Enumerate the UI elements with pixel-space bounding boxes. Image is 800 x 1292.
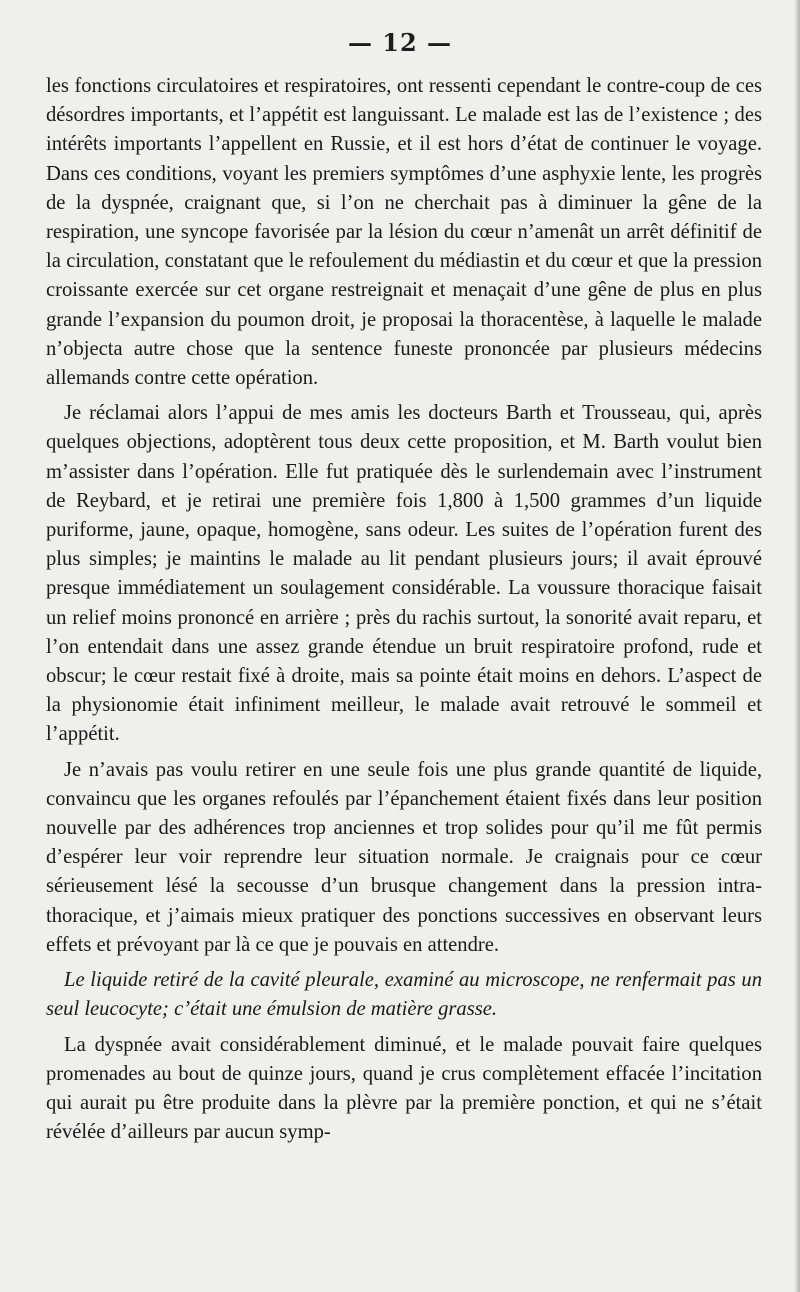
paragraph-5: La dyspnée avait considérablement diminué, et le malade pouvait faire quelques promenades au bout de quinze jours, quand je crus complètement effacée l’incitation qui aurait pu être produite dans la plèvre par la première ponction, et qui ne s’était révélée d’ailleurs par aucun symp-: [46, 1033, 762, 1144]
paragraph-1: les fonctions circulatoires et respiratoires, ont ressenti cependant le contre-coup de ces désordres importants, et l’appétit est languissant. Le malade est las de l’existence ; des intérêts importants l’appellent en Russie, et il est hors d’état de continuer le voyage. Dans ces conditions, voyant les premiers symptômes d’une asphyxie lente, les progrès de la dyspnée, craignant que, si l’on ne cherchait pas à diminuer la gêne de la respiration, une syncope favorisée par la lésion du cœur n’amenât un arrêt définitif de la circulation, constatant que le refoulement du médiastin et du cœur et que la pression croissante exercée sur cet organe restreignait et menaçait d’une gêne de plus en plus grande l’expansion du poumon droit, je proposai la thoracentèse, à laquelle le malade n’objecta autre chose que la sentence funeste prononcée par plusieurs médecins allemands contre cette opération.: [46, 75, 762, 390]
paragraph-3: Je n’avais pas voulu retirer en une seule fois une plus grande quantité de liquide, convaincu que les organes refoulés par l’épanchement étaient fixés dans leur position nouvelle par des adhérences trop anciennes et trop solides pour qu’il me fût permis d’espérer leur voir reprendre leur situation normale. Je craignais pour ce cœur sérieusement lésé la secousse d’un brusque changement dans la pression intra-thoracique, et j’aimais mieux pratiquer des ponctions successives en observant leurs effets et prévoyant par là ce que je pouvais en attendre.: [46, 758, 762, 956]
paragraph-2: Je réclamai alors l’appui de mes amis les docteurs Barth et Trousseau, qui, après quelques objections, adoptèrent tous deux cette proposition, et M. Barth voulut bien m’assister dans l’opération. Elle fut pratiquée dès le surlendemain avec l’instrument de Reybard, et je retirai une première fois 1,800 à 1,500 grammes d’un liquide puriforme, jaune, opaque, homogène, sans odeur. Les suites de l’opération furent des plus simples; je maintins le malade au lit pendant plusieurs jours; il avait éprouvé presque immédiatement un soulagement considérable. La voussure thoracique faisait un relief moins prononcé en arrière ; près du rachis surtout, la sonorité avait reparu, et l’on entendait dans une assez grande étendue un bruit respiratoire profond, rude et obscur; le cœur restait fixé à droite, mais sa pointe était moins en dehors. L’aspect de la physionomie était infiniment meilleur, le malade avait retrouvé le sommeil et l’appétit.: [46, 402, 762, 746]
page-number: — 12 —: [347, 28, 453, 57]
paragraph-4-italic: Le liquide retiré de la cavité pleurale, examiné au microscope, ne renfermait pas un seul leucocyte; c’était une émulsion de matière grasse.: [46, 969, 762, 1021]
page-edge-shadow: [794, 0, 800, 1292]
body-text: [46, 72, 762, 1147]
